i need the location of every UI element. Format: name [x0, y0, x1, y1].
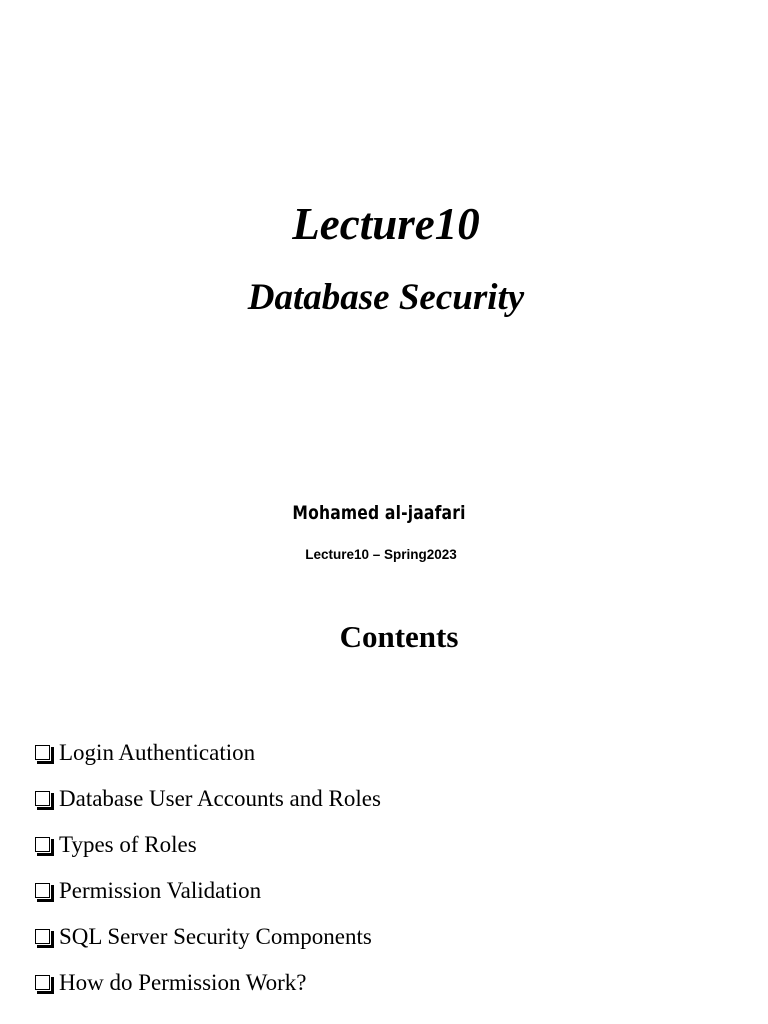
author-name: Mohamed al-jaafari [292, 502, 466, 524]
checkbox-icon [35, 745, 50, 760]
list-item [35, 736, 381, 782]
list-item [35, 966, 381, 1012]
lecture-title: Lecture10 [292, 199, 480, 249]
list-item [35, 828, 381, 874]
checkbox-icon [35, 883, 50, 898]
contents-list [35, 736, 381, 1012]
checkbox-icon [35, 837, 50, 852]
list-item-label: Permission Validation [59, 878, 262, 903]
list-item-label: How do Permission Work? [59, 970, 307, 995]
list-item [35, 874, 381, 920]
subject-title: Database Security [247, 277, 525, 318]
list-item [35, 920, 381, 966]
list-item-label: Login Authentication [59, 740, 256, 765]
checkbox-icon [35, 975, 50, 990]
checkbox-icon [35, 929, 50, 944]
list-item-label: Types of Roles [59, 832, 197, 857]
list-item [35, 782, 381, 828]
lecture-term: Lecture10 – Spring2023 [305, 547, 457, 562]
list-item-label: SQL Server Security Components [59, 924, 372, 949]
list-item-label: Database User Accounts and Roles [59, 786, 381, 811]
contents-heading: Contents [339, 619, 459, 654]
checkbox-icon [35, 791, 50, 806]
